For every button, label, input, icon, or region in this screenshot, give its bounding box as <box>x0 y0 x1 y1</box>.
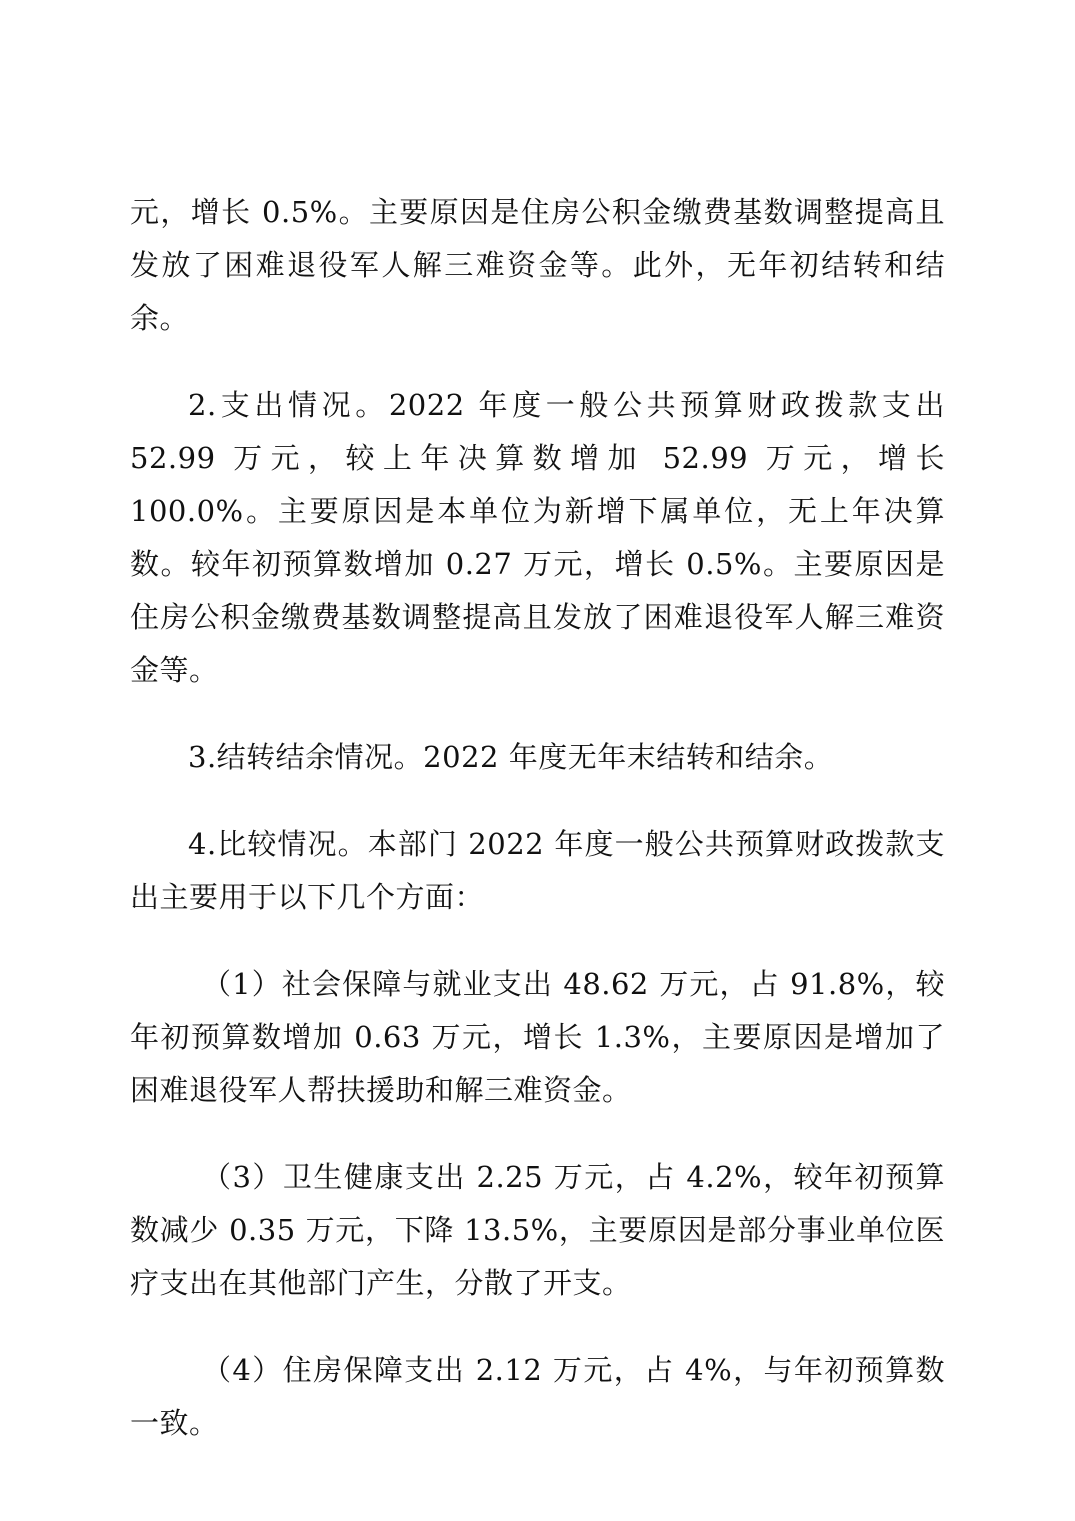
paragraph-carryover: 3.结转结余情况。2022 年度无年末结转和结余。 <box>188 740 834 774</box>
paragraph-expenditure: 2.支出情况。2022 年度一般公共预算财政拨款支出 52.99 万元，较上年决算数增加 52.99 万元，增长 100.0%。主要原因是本单位为新增下属单位，无上年决算数。较年初预算数增加 0.27 万元，增长 0.5%。主要原因是住房公积金缴费基数调整提高且发放了困难退役军人解三难资金等。 <box>130 388 945 687</box>
paragraph-social-security: （1）社会保障与就业支出 48.62 万元，占 91.8%，较年初预算数增加 0.63 万元，增长 1.3%，主要原因是增加了困难退役军人帮扶援助和解三难资金。 <box>130 967 945 1107</box>
paragraph-health: （3）卫生健康支出 2.25 万元，占 4.2%，较年初预算数减少 0.35 万元，下降 13.5%，主要原因是部分事业单位医疗支出在其他部门产生，分散了开支。 <box>130 1160 945 1300</box>
paragraph-comparison: 4.比较情况。本部门 2022 年度一般公共预算财政拨款支出主要用于以下几个方面： <box>130 827 945 914</box>
paragraph-housing: （4）住房保障支出 2.12 万元，占 4%，与年初预算数一致。 <box>130 1353 945 1440</box>
document-page <box>130 186 945 1450</box>
paragraph-continuation: 元，增长 0.5%。主要原因是住房公积金缴费基数调整提高且发放了困难退役军人解三难资金等。此外，无年初结转和结余。 <box>130 195 945 335</box>
